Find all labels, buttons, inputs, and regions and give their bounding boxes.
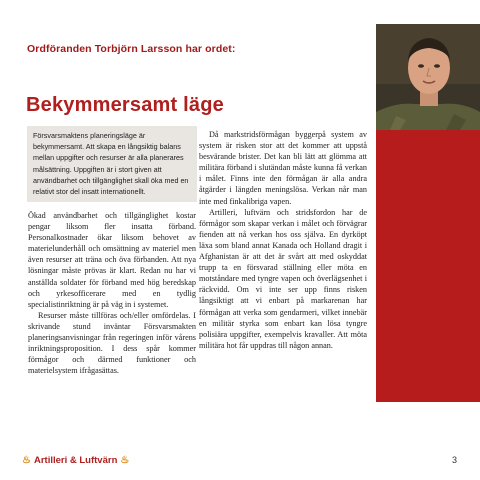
right-paragraph: Artilleri, luftvärn och stridsfordon har de förmågor som skapar verkan i målet och förvägrar fienden att nå verkan hos oss själva. En dyrköpt läxa som bland annat Kanada och Holland dragit i Afghanistan är att det är svårt att med oskyddat trupp ta en försvarad ställning eller möta en motståndare med tyngre vapen och överlägsenhet i räckvidd. Om vi inte ser upp finns risken långsiktigt att vi enbart på markarenan har förmågan att verka som gendarmeri, vilket innebär en militär styrka som enbart kan lösa tyngre polisiära uppgifter, exempelvis kravaller. Att möta militära hot får uppdras till någon annan. <box>199 207 367 350</box>
left-paragraph: Ökad användbarhet och tillgänglighet kostar pengar liksom fler insatta förband. Personalkostnader ökar liksom behovet av materielunderhåll och omsättning av materiel men även resurser att träna och öva förbanden. Att nya lösningar måste prövas är klart. Redan nu har vi anställda soldater för förband med hög beredskap och yrkesofficerare med en tydlig specialistinriktning är på väg in i systemet. <box>28 211 196 309</box>
left-paragraph: Resurser måste tillföras och/eller omfördelas. I skrivande stund inväntar Försvarsmakten planeringsanvisningar från regeringen inför vårens inriktningsproposition. I dess spår kommer förmågor och därmed funktioner och materielsystem ifrågasättas. <box>28 310 196 376</box>
ingress-box: Försvarsmaktens planeringsläge är bekymmersamt. Att skapa en långsiktig balans mellan uppgifter och resurser är alla planerares målsättning. Uppgiften är i stort given att användbarhet och tillgänglighet skall öka med en relativt stor del insatt internationellt. <box>27 126 197 202</box>
left-column <box>28 210 196 376</box>
page-number: 3 <box>452 455 458 465</box>
right-column <box>199 129 367 351</box>
flame-icon: ♨ <box>120 455 130 466</box>
kicker-heading: Ordföranden Torbjörn Larsson har ordet: <box>27 43 236 55</box>
footer-logo <box>22 455 129 466</box>
logo-text: Artilleri & Luftvärn <box>33 455 118 466</box>
article-title: Bekymmersamt läge <box>26 94 224 116</box>
right-paragraph: Då markstridsförmågan byggerpå system av system är risken stor att det kommer att uppstå besvärande brister. Det kan bli lätt att glömma att militära förband i slutändan måste kunna få verkan i målet. Finns inte den förmågan är alla andra åtgärder i längden meningslösa. Verkan når man inte med finkalibriga vapen. <box>199 130 367 206</box>
portrait-photo <box>376 24 480 130</box>
flame-icon: ♨ <box>22 455 31 466</box>
red-sidebar-panel <box>376 24 480 402</box>
